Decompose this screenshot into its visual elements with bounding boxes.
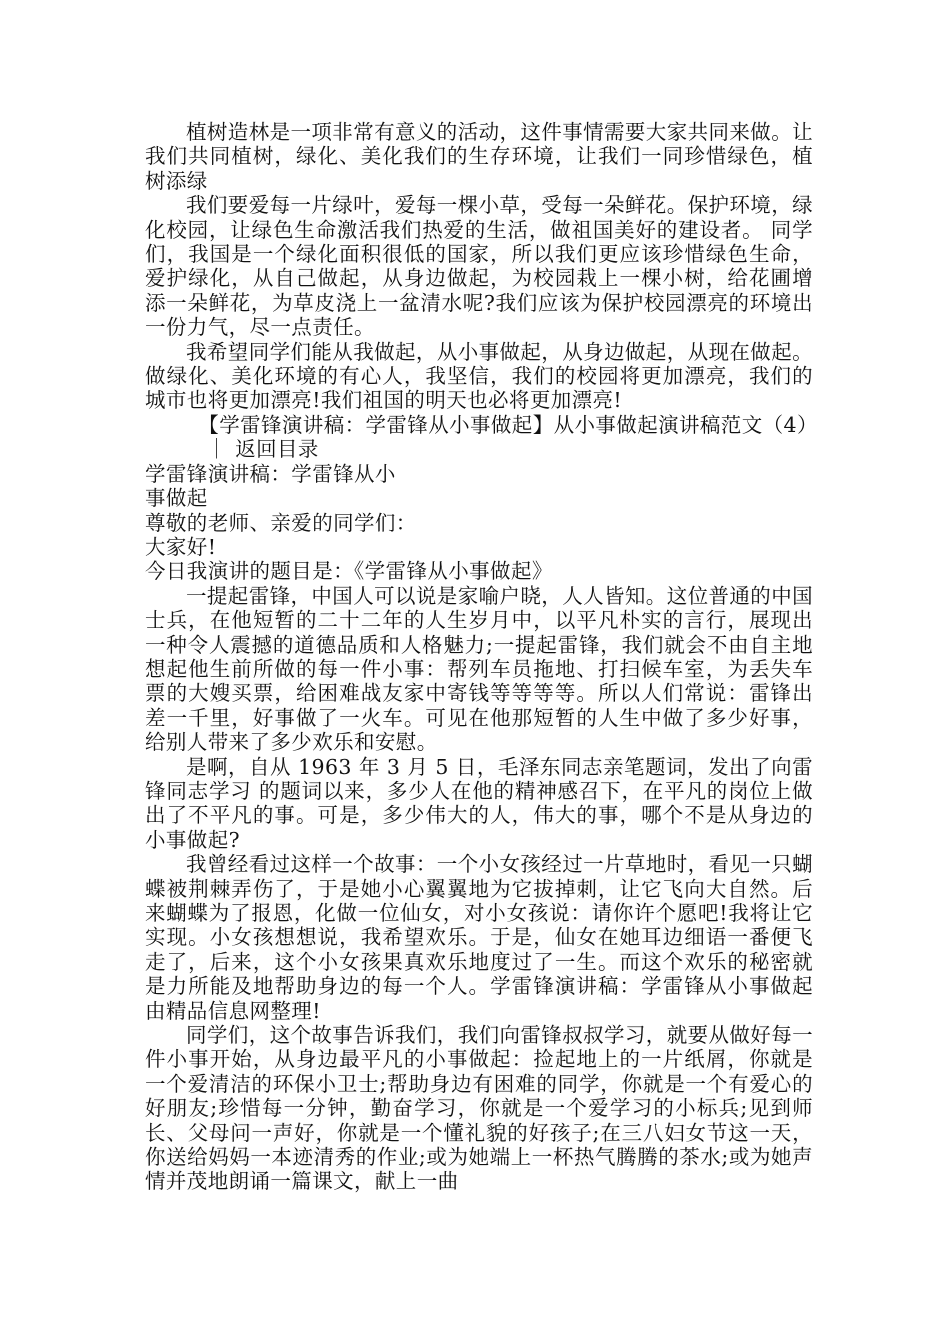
paragraph-love-green: 我们要爱每一片绿叶，爱每一棵小草，受每一朵鲜花。保护环境，绿化校园，让绿色生命激活我们热爱的生活，做祖国美好的建设者。 同学们，我国是一个绿化面积很低的国家，所以我们更应该珍惜绿色生命，爱护绿化，从自己做起，从身边做起，为校园栽上一棵小树，给花圃增添一朵鲜花，为草皮浇上一盆清水呢?我们应该为保护校园漂亮的环境出一份力气，尽一点责任。 <box>145 193 813 340</box>
section-heading: 【学雷锋演讲稿：学雷锋从小事做起】从小事做起演讲稿范文（4） <box>198 412 818 437</box>
article-title-line1: 学雷锋演讲稿：学雷锋从小 <box>145 461 396 486</box>
paragraph-leifeng-intro: 一提起雷锋，中国人可以说是家喻户晓，人人皆知。这位普通的中国士兵，在他短暂的二十二年的人生岁月中，以平凡朴实的言行，展现出一种令人震撼的道德品质和人格魅力;一提起雷锋，我们就会不由自主地想起他生前所做的每一件小事：帮列车员拖地、打扫候车室，为丢失车票的大嫂买票，给困难战友家中寄钱等等等等。所以人们常说：雷锋出差一千里，好事做了一火车。可见在他那短暂的人生中做了多少好事，给别人带来了多少欢乐和安慰。 <box>145 583 813 755</box>
back-to-toc-link[interactable]: 返回目录 <box>235 437 319 462</box>
paragraph-lesson: 同学们，这个故事告诉我们，我们向雷锋叔叔学习，就要从做好每一件小事开始，从身边最平凡的小事做起：捡起地上的一片纸屑，你就是一个爱清洁的环保小卫士;帮助身边有困难的同学，你就是一个有爱心的好朋友;珍惜每一分钟，勤奋学习，你就是一个爱学习的小标兵;见到师长、父母问一声好，你就是一个懂礼貌的好孩子;在三八妇女节这一天，你送给妈妈一本迹清秀的作业;或为她端上一杯热气腾腾的茶水;或为她声情并茂地朗诵一篇课文，献上一曲 <box>145 1023 813 1194</box>
article-title-line2: 事做起 <box>145 486 208 511</box>
paragraph-since-1963: 是啊，自从 1963 年 3 月 5 日，毛泽东同志亲笔题词，发出了向雷锋同志学习 的题词以来，多少人在他的精神感召下，在平凡的岗位上做出了不平凡的事。可是，多少伟大的人，伟大的事，哪个不是从身边的小事做起? <box>145 754 813 852</box>
paragraph-planting: 植树造林是一项非常有意义的活动，这件事情需要大家共同来做。让我们共同植树，绿化、美化我们的生存环境，让我们一同珍惜绿色，植树添绿 <box>145 120 813 193</box>
greeting: 大家好! <box>145 534 217 559</box>
speech-topic: 今日我演讲的题目是：《学雷锋从小事做起》 <box>145 559 553 584</box>
salutation: 尊敬的老师、亲爱的同学们： <box>145 510 417 535</box>
paragraph-start-from-me: 我希望同学们能从我做起，从小事做起，从身边做起，从现在做起。做绿化、美化环境的有心人，我坚信，我们的校园将更加漂亮，我们的城市也将更加漂亮!我们祖国的明天也必将更加漂亮! <box>145 339 813 413</box>
document-page <box>145 120 818 1194</box>
paragraph-butterfly-story: 我曾经看过这样一个故事：一个小女孩经过一片草地时，看见一只蝴蝶被荆棘弄伤了，于是她小心翼翼地为它拔掉刺，让它飞向大自然。后来蝴蝶为了报恩，化做一位仙女，对小女孩说：请你许个愿吧!我将让它实现。小女孩想想说，我希望欢乐。于是，仙女在她耳边细语一番便飞走了，后来，这个小女孩果真欢乐地度过了一生。而这个欢乐的秘密就是力所能及地帮助身边的每一个人。学雷锋演讲稿：学雷锋从小事做起由精品信息网整理! <box>145 852 813 1023</box>
nav-separator: ｜ <box>206 437 228 462</box>
section-heading-line <box>145 412 818 462</box>
